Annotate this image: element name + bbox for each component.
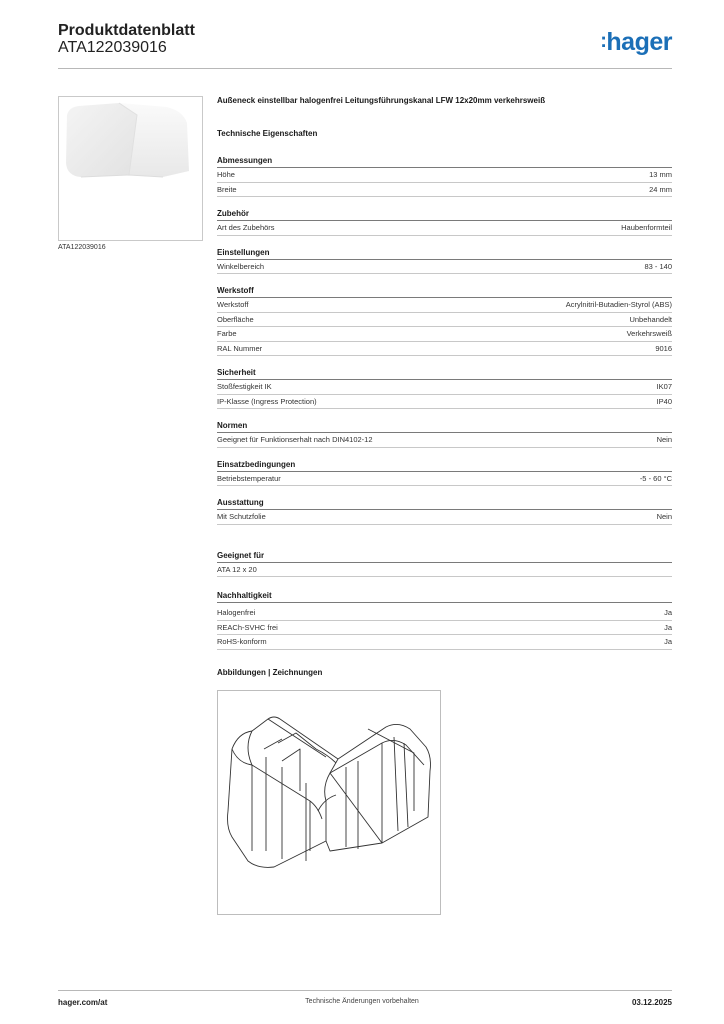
logo-text: hager	[606, 28, 672, 56]
row-value: Ja	[664, 608, 672, 617]
row-label: Halogenfrei	[217, 608, 256, 617]
footer-website-link[interactable]: hager.com/at	[58, 998, 108, 1007]
row-label: Winkelbereich	[217, 261, 265, 271]
row-label: Art des Zubehörs	[217, 223, 275, 232]
row-label: Stoßfestigkeit IK	[217, 382, 272, 391]
section-heading: Werkstoff	[217, 284, 672, 298]
table-row	[217, 606, 672, 621]
article-number: ATA122039016	[58, 39, 167, 56]
table-row	[217, 168, 672, 183]
product-details	[217, 96, 672, 701]
row-value: Acrylnitril-Butadien-Styrol (ABS)	[565, 300, 672, 309]
suitable-heading: Geeignet für	[217, 549, 672, 563]
row-label: ATA 12 x 20	[217, 564, 257, 574]
sustainability-heading: Nachhaltigkeit	[217, 589, 672, 603]
row-value: Ja	[664, 637, 672, 646]
table-row	[217, 298, 672, 313]
row-label: Betriebstemperatur	[217, 473, 281, 483]
row-value: 13 mm	[649, 170, 672, 179]
row-label: Höhe	[217, 170, 235, 179]
row-label: REACh-SVHC frei	[217, 622, 278, 632]
table-row	[217, 183, 672, 198]
row-label: Mit Schutzfolie	[217, 512, 266, 521]
row-value: IK07	[656, 382, 672, 391]
spec-sections	[217, 154, 672, 525]
table-row	[217, 260, 672, 275]
row-value: IP40	[656, 396, 672, 406]
section-heading: Einstellungen	[217, 246, 672, 260]
table-row	[217, 563, 672, 578]
row-label: Geeignet für Funktionserhalt nach DIN4102-12	[217, 435, 373, 444]
section-heading: Ausstattung	[217, 496, 672, 510]
section-heading: Sicherheit	[217, 366, 672, 380]
row-label: Breite	[217, 184, 237, 194]
section-heading: Abmessungen	[217, 154, 672, 168]
tech-properties-heading: Technische Eigenschaften	[217, 129, 318, 138]
section-heading: Normen	[217, 419, 672, 433]
hager-logo: :hager	[600, 28, 672, 56]
drawings-heading: Abbildungen | Zeichnungen	[217, 667, 323, 677]
table-row	[217, 621, 672, 636]
row-label: IP-Klasse (Ingress Protection)	[217, 396, 317, 406]
table-row	[217, 221, 672, 236]
row-value: Unbehandelt	[629, 314, 672, 324]
table-row	[217, 510, 672, 525]
row-label: Werkstoff	[217, 300, 249, 309]
row-value: Nein	[656, 435, 672, 444]
row-label: RAL Nummer	[217, 343, 263, 353]
technical-drawing	[217, 690, 441, 915]
technical-drawing-svg	[218, 691, 440, 914]
row-label: Oberfläche	[217, 314, 254, 324]
product-title: Außeneck einstellbar halogenfrei Leitungsführungskanal LFW 12x20mm verkehrsweiß	[217, 96, 546, 105]
photo-caption: ATA122039016	[58, 244, 106, 251]
row-value: -5 - 60 °C	[639, 473, 672, 483]
row-value: Ja	[664, 622, 672, 632]
table-row	[217, 380, 672, 395]
product-photo	[58, 96, 203, 241]
table-row	[217, 472, 672, 487]
table-row	[217, 635, 672, 650]
section-heading: Zubehör	[217, 207, 672, 221]
table-row	[217, 327, 672, 342]
row-value: Haubenformteil	[621, 223, 672, 232]
row-label: RoHS-konform	[217, 637, 267, 646]
row-value: 9016	[655, 343, 672, 353]
footer-notice: Technische Änderungen vorbehalten	[305, 998, 419, 1005]
table-row	[217, 433, 672, 448]
row-value: Verkehrsweiß	[626, 329, 672, 338]
row-label: Farbe	[217, 329, 237, 338]
product-photo-image	[59, 97, 202, 240]
footer-date: 03.12.2025	[631, 998, 672, 1007]
table-row	[217, 342, 672, 357]
table-row	[217, 395, 672, 410]
row-value: 83 - 140	[644, 261, 672, 271]
header-divider	[58, 68, 672, 69]
page-title: Produktdatenblatt	[58, 22, 195, 39]
table-row	[217, 313, 672, 328]
row-value: Nein	[656, 512, 672, 521]
row-value: 24 mm	[649, 184, 672, 194]
footer-divider	[58, 990, 672, 991]
section-heading: Einsatzbedingungen	[217, 458, 672, 472]
